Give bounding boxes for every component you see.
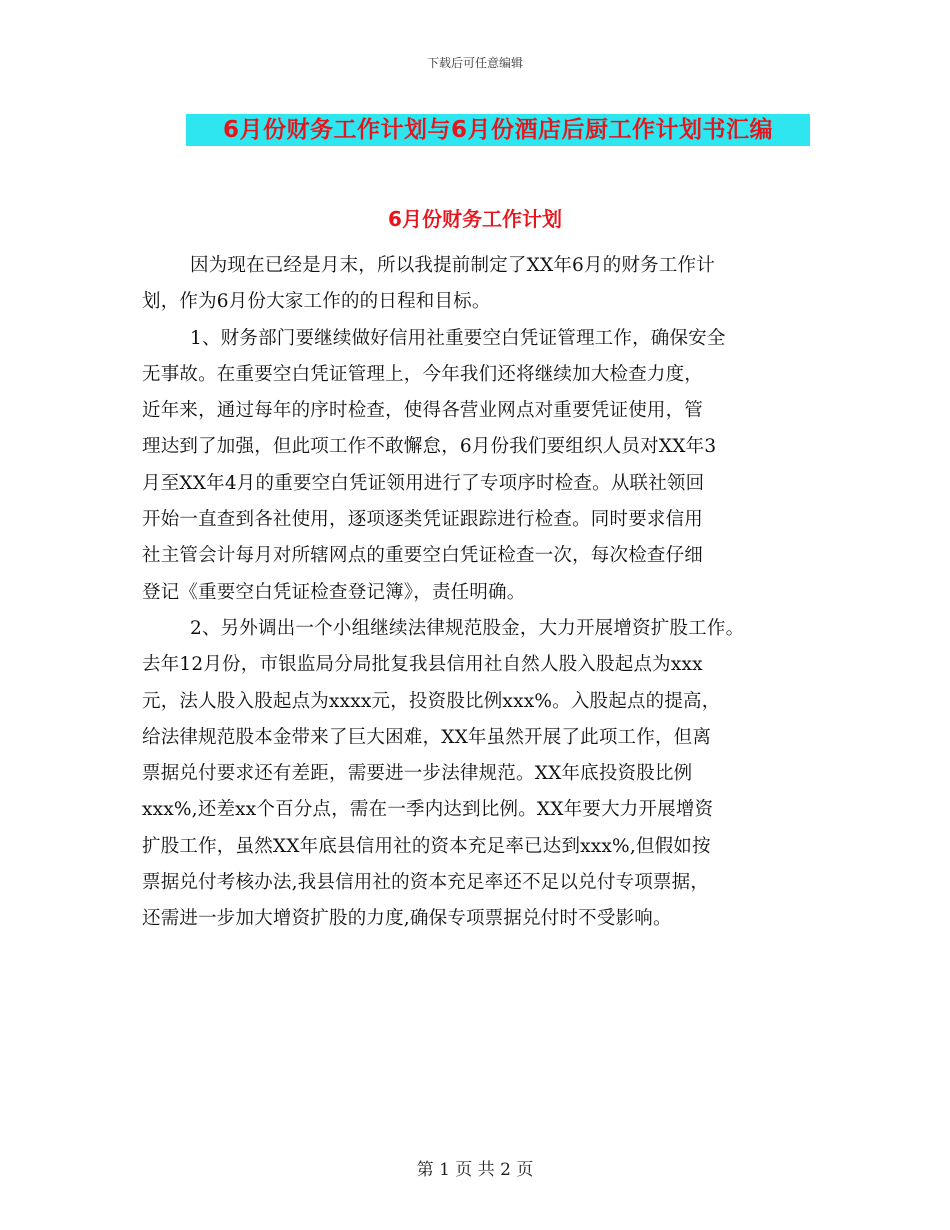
- paragraph-line: 票据兑付要求还有差距，需要进一步法律规范。XX年底投资股比例: [142, 763, 693, 785]
- paragraph-line: 因为现在已经是月末，所以我提前制定了XX年6月的财务工作计: [190, 255, 715, 276]
- document-body: [142, 248, 842, 938]
- paragraph-line: 开始一直查到各社使用，逐项逐类凭证跟踪进行检查。同时要求信用: [142, 509, 704, 531]
- document-main-title: 6月份财务工作计划与6月份酒店后厨工作计划书汇编: [186, 114, 810, 146]
- paragraph-line: 1、财务部门要继续做好信用社重要空白凭证管理工作，确保安全: [190, 327, 726, 349]
- paragraph-line: 给法律规范股本金带来了巨大困难，XX年虽然开展了此项工作，但离: [142, 726, 712, 748]
- paragraph-line: 元，法人股入股起点为xxxx元，投资股比例xxx%。入股起点的提高，: [142, 690, 721, 712]
- paragraph-line: 近年来，通过每年的序时检查，使得各营业网点对重要凭证使用，管: [142, 400, 704, 422]
- paragraph-line: xxx%,还差xx个百分点，需在一季内达到比例。XX年要大力开展增资: [142, 799, 714, 821]
- section-title: 6月份财务工作计划: [388, 207, 562, 231]
- paragraph-line: 社主管会计每月对所辖网点的重要空白凭证检查一次，每次检查仔细: [142, 545, 704, 567]
- paragraph-line: 理达到了加强，但此项工作不敢懈怠，6月份我们要组织人员对XX年3: [142, 436, 717, 458]
- paragraph-line: 划，作为6月份大家工作的的日程和目标。: [142, 291, 491, 313]
- paragraph-line: 2、另外调出一个小组继续法律规范股金，大力开展增资扩股工作。: [190, 617, 745, 639]
- page-footer-number: 第 1 页 共 2 页: [416, 1160, 534, 1180]
- paragraph-line: 票据兑付考核办法,我县信用社的资本充足率还不足以兑付专项票据，: [142, 872, 710, 894]
- paragraph-line: 月至XX年4月的重要空白凭证领用进行了专项序时检查。从联社领回: [142, 472, 705, 494]
- page-header-note: 下载后可任意编辑: [426, 56, 523, 70]
- paragraph-line: 扩股工作，虽然XX年底县信用社的资本充足率已达到xxx%,但假如按: [142, 835, 711, 857]
- paragraph-line: 去年12月份，市银监局分局批复我县信用社自然人股入股起点为xxx: [142, 654, 703, 676]
- paragraph-line: 还需进一步加大增资扩股的力度,确保专项票据兑付时不受影响。: [142, 908, 672, 930]
- paragraph-line: 无事故。在重要空白凭证管理上，今年我们还将继续加大检查力度，: [142, 363, 704, 385]
- paragraph-line: 登记《重要空白凭证检查登记簿》，责任明确。: [142, 581, 526, 603]
